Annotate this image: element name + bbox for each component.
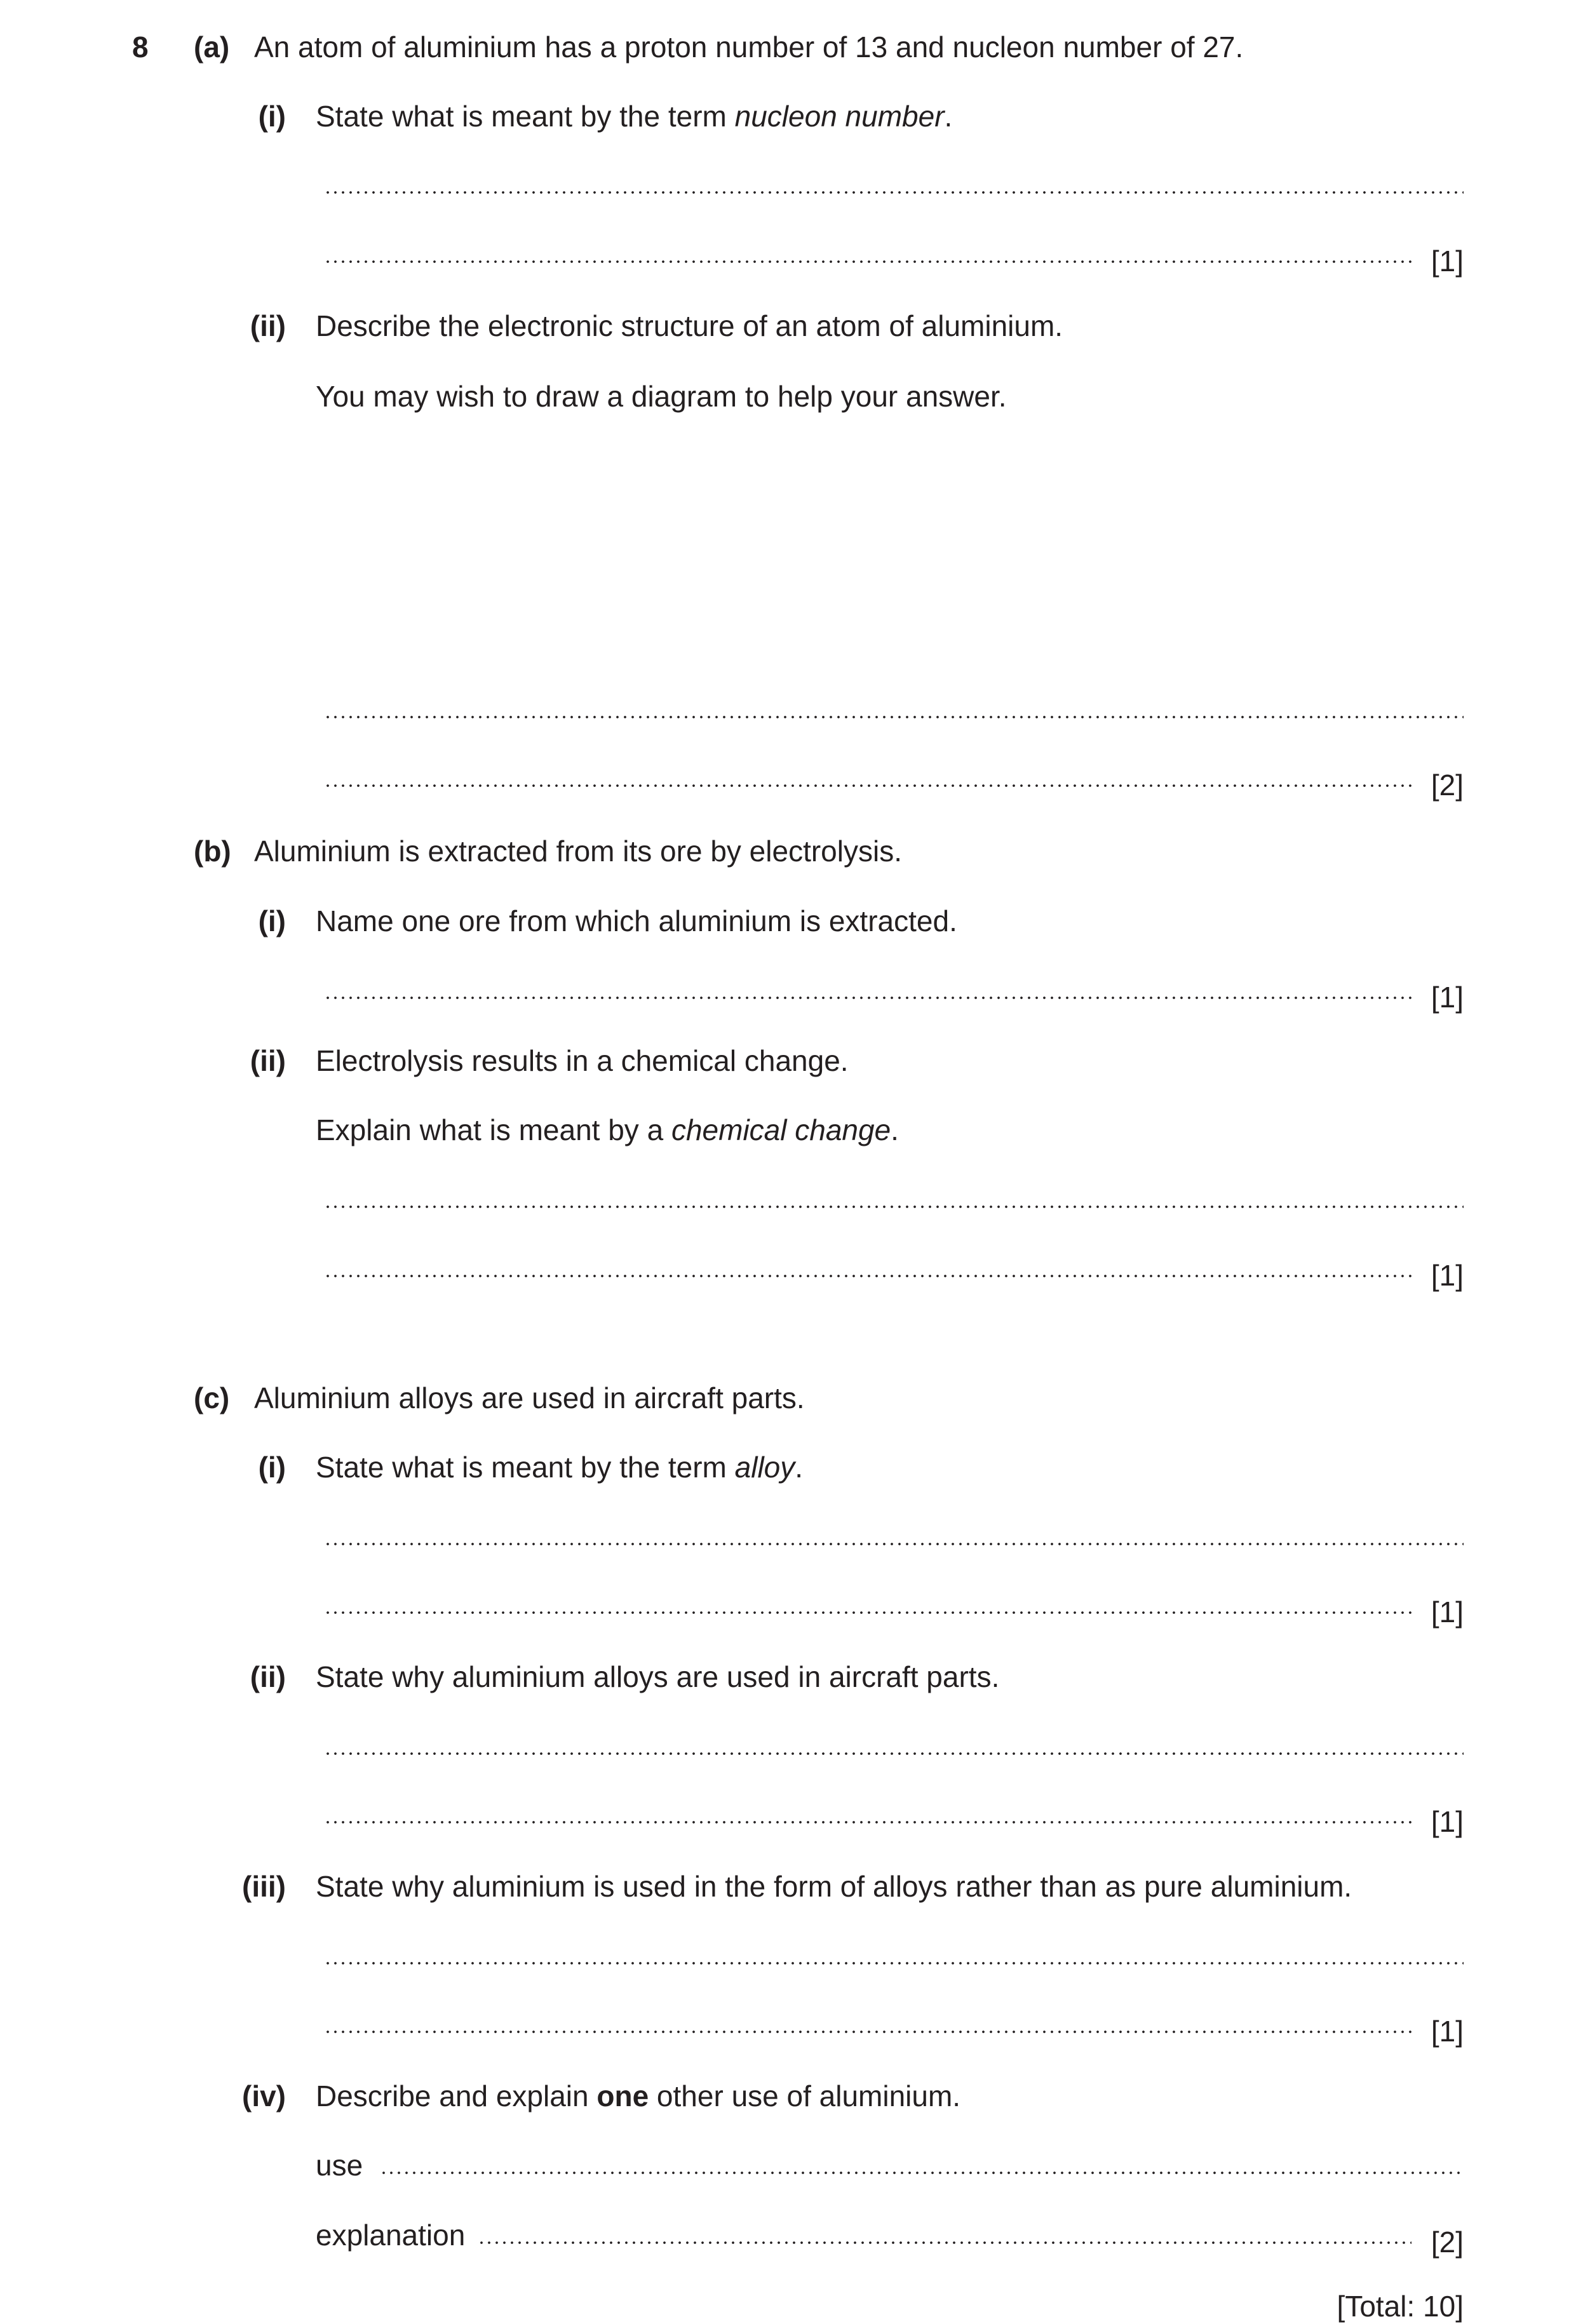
use-label: use bbox=[316, 2149, 363, 2182]
part-c-iv-label: (iv) bbox=[242, 2079, 286, 2112]
answer-line-a-ii-1[interactable] bbox=[324, 715, 1464, 719]
answer-line-c-i-1[interactable] bbox=[324, 1542, 1464, 1546]
diagram-space[interactable] bbox=[316, 432, 1464, 686]
mark-b-i: [1] bbox=[1431, 981, 1464, 1014]
part-b-i-label: (i) bbox=[258, 904, 286, 937]
part-c-iii-question: State why aluminium is used in the form of alloys rather than as pure aluminium. bbox=[316, 1870, 1352, 1903]
part-c-label: (c) bbox=[194, 1381, 230, 1414]
part-a-stem: An atom of aluminium has a proton number of 13 and nucleon number of 27. bbox=[254, 30, 1244, 64]
part-a-ii-label: (ii) bbox=[250, 309, 286, 342]
term-alloy: alloy bbox=[734, 1451, 795, 1484]
part-a-i-question: State what is meant by the term nucleon number. bbox=[316, 100, 953, 133]
answer-line-b-ii-2[interactable] bbox=[324, 1274, 1411, 1278]
part-c-i-label: (i) bbox=[258, 1451, 286, 1484]
part-b-ii-question: Electrolysis results in a chemical change. bbox=[316, 1044, 849, 1077]
term-nucleon-number: nucleon number bbox=[734, 100, 945, 133]
part-c-ii-label: (ii) bbox=[250, 1660, 286, 1693]
answer-line-explanation[interactable] bbox=[478, 2241, 1411, 2245]
answer-line-a-i-2[interactable] bbox=[324, 260, 1411, 264]
mark-c-iv: [2] bbox=[1431, 2226, 1464, 2259]
part-c-stem: Aluminium alloys are used in aircraft parts. bbox=[254, 1381, 805, 1414]
part-a-label: (a) bbox=[194, 30, 230, 64]
part-b-ii-label: (ii) bbox=[250, 1044, 286, 1077]
mark-c-i: [1] bbox=[1431, 1595, 1464, 1629]
answer-line-a-i-1[interactable] bbox=[324, 191, 1464, 194]
mark-a-ii: [2] bbox=[1431, 769, 1464, 802]
part-c-ii-question: State why aluminium alloys are used in aircraft parts. bbox=[316, 1660, 1000, 1693]
explanation-label: explanation bbox=[316, 2219, 466, 2252]
answer-line-b-i[interactable] bbox=[324, 996, 1411, 1000]
answer-line-c-iii-1[interactable] bbox=[324, 1961, 1464, 1965]
answer-line-c-i-2[interactable] bbox=[324, 1611, 1411, 1615]
part-a-ii-question: Describe the electronic structure of an atom of aluminium. bbox=[316, 309, 1063, 342]
answer-line-c-ii-1[interactable] bbox=[324, 1752, 1464, 1756]
part-b-i-question: Name one ore from which aluminium is extracted. bbox=[316, 904, 957, 937]
mark-b-ii: [1] bbox=[1431, 1259, 1464, 1292]
part-c-i-question: State what is meant by the term alloy. bbox=[316, 1451, 804, 1484]
mark-c-ii: [1] bbox=[1431, 1805, 1464, 1838]
answer-line-b-ii-1[interactable] bbox=[324, 1205, 1464, 1209]
answer-line-a-ii-2[interactable] bbox=[324, 784, 1411, 788]
total-marks: [Total: 10] bbox=[1337, 2290, 1464, 2323]
emphasis-one: one bbox=[596, 2079, 649, 2112]
part-a-i-label: (i) bbox=[258, 100, 286, 133]
part-b-label: (b) bbox=[194, 835, 231, 868]
answer-line-use[interactable] bbox=[380, 2171, 1464, 2175]
term-chemical-change: chemical change bbox=[671, 1113, 891, 1146]
mark-c-iii: [1] bbox=[1431, 2015, 1464, 2048]
mark-a-i: [1] bbox=[1431, 245, 1464, 278]
answer-line-c-iii-2[interactable] bbox=[324, 2030, 1411, 2034]
question-number: 8 bbox=[132, 30, 149, 64]
part-a-ii-note: You may wish to draw a diagram to help your answer. bbox=[316, 380, 1007, 413]
part-b-stem: Aluminium is extracted from its ore by electrolysis. bbox=[254, 835, 902, 868]
part-c-iv-question: Describe and explain one other use of aluminium. bbox=[316, 2079, 961, 2112]
part-b-ii-question-2: Explain what is meant by a chemical change. bbox=[316, 1113, 899, 1146]
part-c-iii-label: (iii) bbox=[242, 1870, 286, 1903]
answer-line-c-ii-2[interactable] bbox=[324, 1820, 1411, 1824]
